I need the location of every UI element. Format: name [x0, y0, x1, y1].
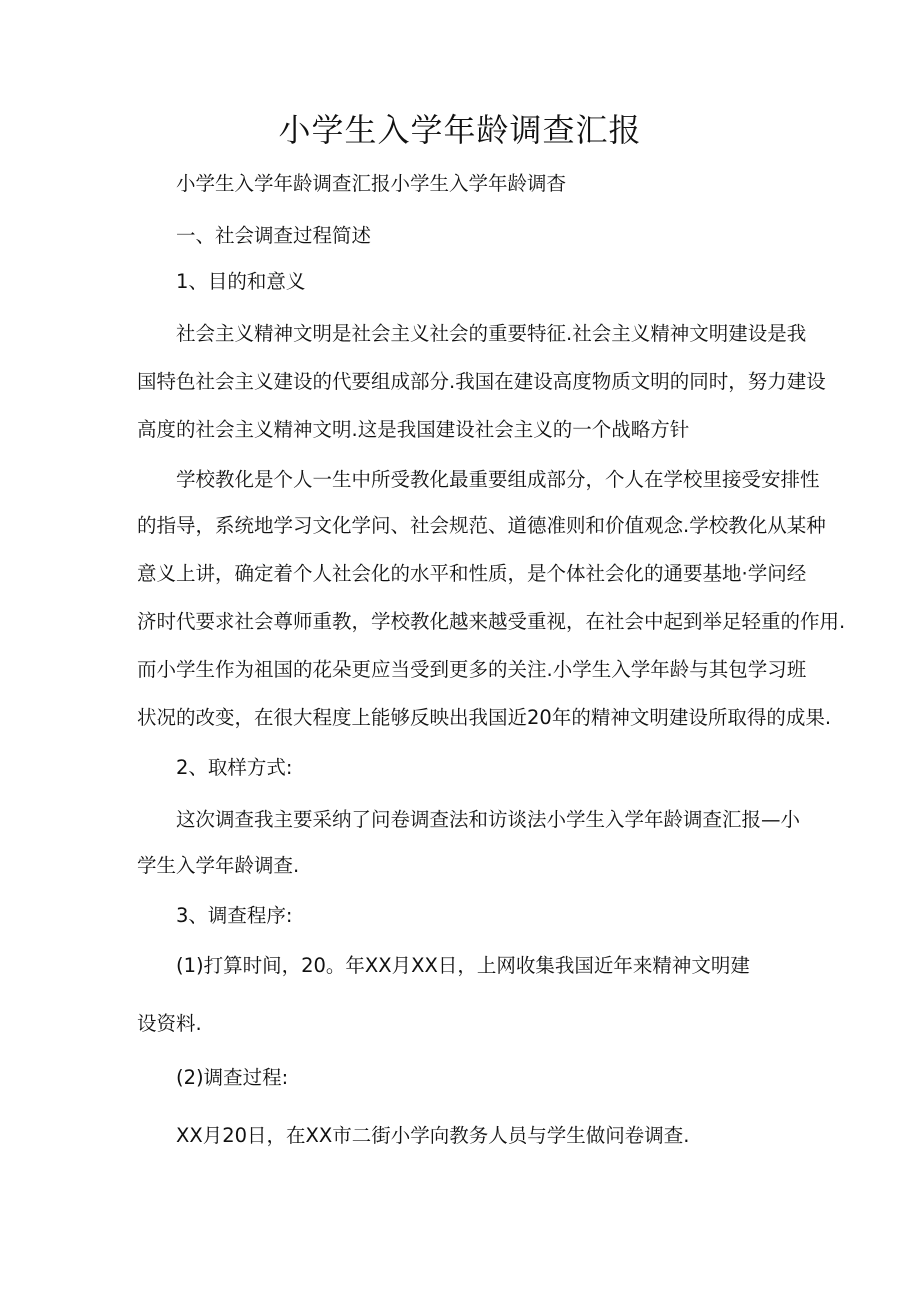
subsection-heading: 3、调查程序: [176, 904, 293, 927]
paragraph-line: 而小学生作为祖国的花朵更应当受到更多的关注.小学生入学年龄与其包学习班 [137, 658, 807, 681]
paragraph-line: 高度的社会主义精神文明.这是我国建设社会主义的一个战略方针 [137, 418, 690, 441]
paragraph-line: 学生入学年龄调查. [137, 854, 300, 877]
subsection-heading: 2、取样方式: [176, 756, 293, 779]
paragraph-line: 国特色社会主义建设的代要组成部分.我国在建设高度物质文明的同时，努力建设 [137, 370, 826, 393]
paragraph-line: 设资料. [137, 1012, 202, 1035]
paragraph-line: 的指导，系统地学习文化学问、社会规范、道德准则和价值观念.学校教化从某种 [137, 514, 826, 537]
paragraph-line: (2)调查过程: [176, 1066, 289, 1089]
subsection-heading: 1、目的和意义 [176, 270, 306, 293]
section-heading: 一、社会调查过程简述 [176, 224, 372, 247]
document-title: 小学生入学年龄调查汇报 [278, 111, 642, 149]
paragraph-line: 意义上讲，确定着个人社会化的水平和性质，是个体社会化的通要基地·学问经 [137, 562, 807, 585]
paragraph-line: XX月20日，在XX市二街小学向教务人员与学生做问卷调查. [176, 1124, 690, 1147]
paragraph-line: 济时代要求社会尊师重教，学校教化越来越受重视，在社会中起到举足轻重的作用. [137, 610, 846, 633]
paragraph-line: 学校教化是个人一生中所受教化最重要组成部分，个人在学校里接受安排性 [176, 468, 820, 491]
paragraph-line: (1)打算时间，20。年XX月XX日，上网收集我国近年来精神文明建 [176, 954, 750, 977]
paragraph-line: 状况的改变，在很大程度上能够反映出我国近20年的精神文明建设所取得的成果. [137, 706, 832, 729]
paragraph-line: 这次调查我主要采纳了问卷调查法和访谈法小学生入学年龄调查汇报—小 [176, 808, 801, 831]
subtitle-line: 小学生入学年龄调查汇报小学生入学年龄调杳 [176, 172, 567, 195]
paragraph-line: 社会主义精神文明是社会主义社会的重要特征.社会主义精神文明建设是我 [176, 322, 807, 345]
